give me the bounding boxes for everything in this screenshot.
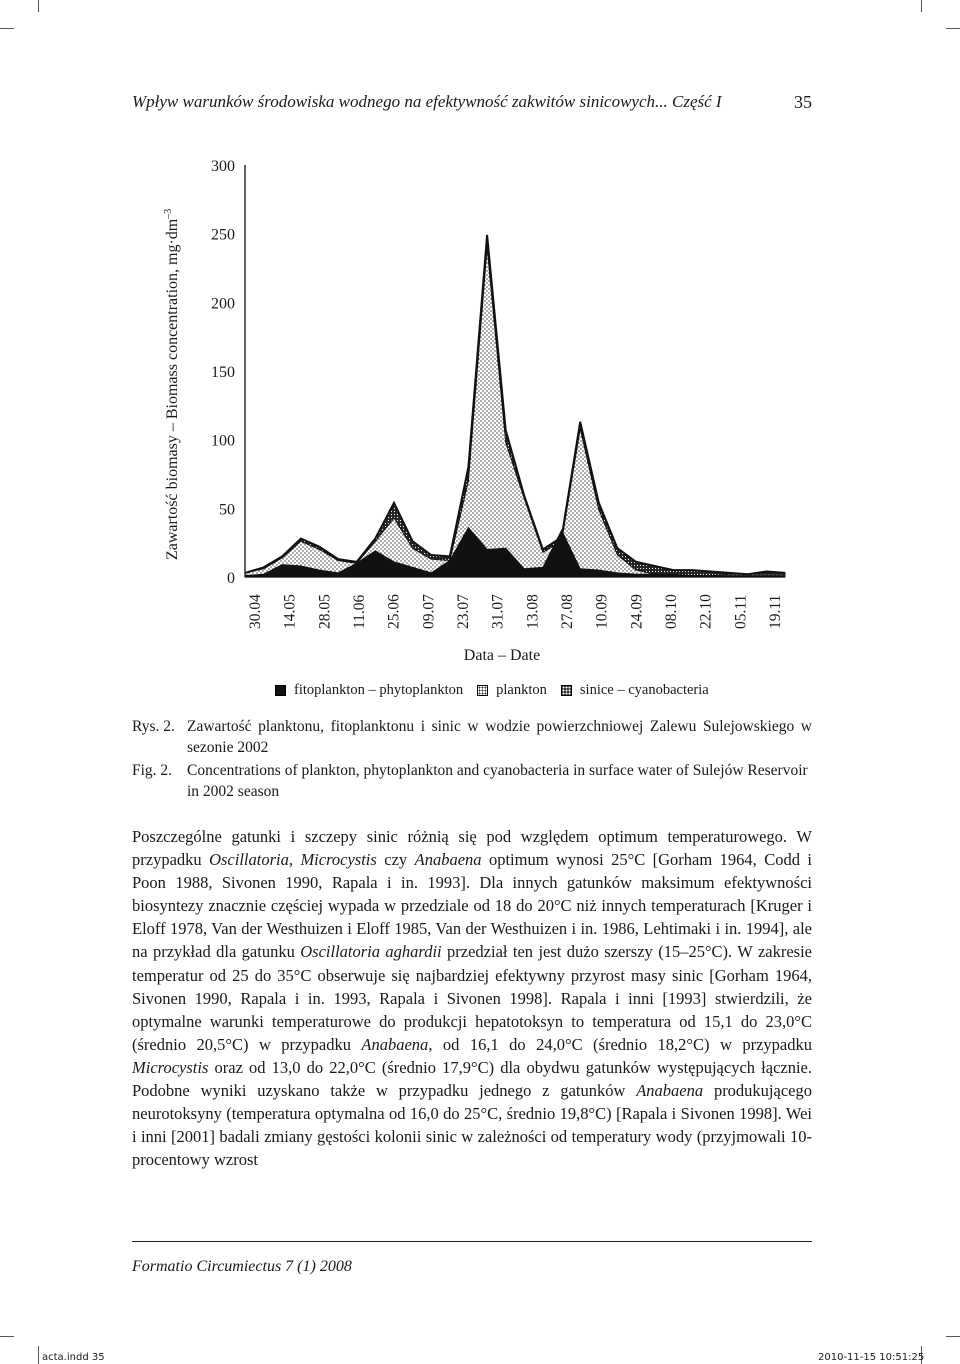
body-text-run: czy xyxy=(376,850,415,870)
caption-polish xyxy=(132,716,812,758)
x-tick-label: 05.11 xyxy=(732,594,750,629)
x-tick-label: 25.06 xyxy=(385,594,403,629)
crop-mark xyxy=(0,28,14,29)
species-name: Oscillatoria aghardii xyxy=(300,942,442,962)
x-tick-label: 31.07 xyxy=(489,594,507,629)
x-tick-label: 19.11 xyxy=(767,594,784,629)
legend-item-phytoplankton xyxy=(275,682,463,699)
species-name: Microcystis xyxy=(300,850,377,870)
body-text-run: oraz od 13,0 do 22,0°C (średnio 17,9°C) dla obydwu gatunków występujących łącznie. Podobne wyniki uzyskano także w przypadku jednego z gatunków xyxy=(132,1057,812,1101)
running-header xyxy=(132,92,812,112)
body-text-run: Poszczególne gatunki i szczepy sinic różnią się pod względem optimum temperaturowego. W przypadku xyxy=(132,827,812,870)
crop-mark xyxy=(38,1346,39,1364)
species-name: Microcystis xyxy=(132,1057,209,1077)
chart-areas xyxy=(245,235,785,577)
y-tick-label: 300 xyxy=(211,158,235,175)
x-tick-label: 24.09 xyxy=(628,594,646,629)
legend-label-phytoplankton: fitoplankton – phytoplankton xyxy=(294,682,464,698)
x-tick-label: 22.10 xyxy=(697,594,715,629)
species-name: Anabaena xyxy=(636,1081,704,1101)
crop-mark xyxy=(921,0,922,12)
x-axis-label: Data – Date xyxy=(463,647,541,664)
x-tick-label: 30.04 xyxy=(247,594,264,629)
caption-english xyxy=(132,760,812,802)
footer-rule xyxy=(132,1241,812,1242)
species-name: Oscillatoria xyxy=(209,850,289,870)
chart-legend xyxy=(275,682,723,699)
body-text-run: , xyxy=(288,850,301,870)
slug-file: acta.indd 35 xyxy=(42,1352,105,1363)
crop-mark xyxy=(38,0,39,12)
journal-footer: Formatio Circumiectus 7 (1) 2008 xyxy=(132,1258,352,1275)
legend-item-cyanobacteria xyxy=(561,682,709,699)
header-title: Wpływ warunków środowiska wodnego na efektywność zakwitów sinicowych... Część I xyxy=(132,92,722,111)
body-paragraph xyxy=(132,825,812,1171)
legend-label-plankton: plankton xyxy=(496,682,547,698)
x-tick-label: 27.08 xyxy=(559,594,576,629)
caption-text-en: Concentrations of plankton, phytoplankton and cyanobacteria in surface water of Sulejów Reservoir in 2002 season xyxy=(187,762,808,800)
y-tick-labels xyxy=(211,158,235,587)
body-text-run: , od 16,1 do 24,0°C (średnio 18,2°C) w przypadku xyxy=(428,1034,812,1054)
species-name: Anabaena xyxy=(361,1034,429,1054)
slug-datetime: 2010-11-15 10:51:25 xyxy=(818,1352,925,1363)
x-tick-label: 08.10 xyxy=(663,594,680,629)
legend-item-plankton xyxy=(477,682,547,699)
legend-swatch-cyanobacteria xyxy=(561,685,572,696)
crop-mark xyxy=(946,1336,960,1337)
x-tick-label: 23.07 xyxy=(455,594,472,629)
caption-label-en: Fig. 2. xyxy=(132,762,173,779)
x-tick-label: 13.08 xyxy=(524,594,542,629)
y-tick-label: 250 xyxy=(211,226,235,244)
x-tick-label: 10.09 xyxy=(593,594,611,629)
y-tick-label: 0 xyxy=(227,570,235,587)
body-text-run: optimum wynosi 25°C [Gorham 1964, Codd i Poon 1988, Sivonen 1990, Rapala i in. 1993]. Dla innych gatunków maksimum efektywności biosyntezy znacznie częściej wypada w przedziale od 18 do 20°C niż innych temperaturach [Kruger i Eloff 1978, Van der Westhuizen i Eloff 1985, Van der Westhuizen i in. 1986, Lehtimaki i in. 1994], ale na przykład dla gatunku xyxy=(132,850,813,962)
area-plankton xyxy=(245,247,785,577)
caption-label-pl: Rys. 2. xyxy=(132,718,175,735)
body-text-run: produkującego neurotoksyny (temperatura optymalna od 16,0 do 25°C, średnio 19,8°C) [Rapala i Sivonen 1998]. Wei i inni [2001] badali zmiany gęstości kolonii sinic w zależności od temperatury wody (przyjmowali 10-procentowy wzrost xyxy=(132,1081,812,1170)
biomass-area-chart xyxy=(150,150,810,680)
species-name: Anabaena xyxy=(414,850,482,870)
y-tick-label: 200 xyxy=(211,295,235,313)
y-tick-label: 150 xyxy=(211,364,235,381)
legend-label-cyanobacteria: sinice – cyanobacteria xyxy=(579,682,709,698)
x-tick-labels xyxy=(247,594,784,629)
legend-swatch-plankton xyxy=(477,685,488,696)
x-tick-label: 11.06 xyxy=(351,594,368,629)
x-tick-label: 28.05 xyxy=(316,594,334,629)
y-tick-label: 100 xyxy=(211,432,235,450)
legend-swatch-phytoplankton xyxy=(275,685,286,696)
x-tick-label: 09.07 xyxy=(420,594,438,629)
page-number: 35 xyxy=(794,92,812,112)
y-tick-label: 50 xyxy=(219,501,235,519)
caption-text-pl: Zawartość planktonu, fitoplanktonu i sinic w wodzie powierzchniowej Zalewu Sulejowskiego w sezonie 2002 xyxy=(187,718,812,756)
crop-mark xyxy=(0,1336,14,1337)
x-tick-label: 14.05 xyxy=(281,594,299,629)
y-axis-label: Zawartość biomasy – Biomass concentration, $mg\cdot dm^{-3}$ xyxy=(163,208,181,560)
body-text-run: przedział ten jest dużo szerszy (15–25°C). W zakresie temperatur od 25 do 35°C obserwuje się najbardziej efektywny przyrost masy sinic [Gorham 1964, Sivonen 1990, Rapala i in. 1993, Rapala i Sivonen 1998]. Rapala i inni [1993] stwierdzili, że optymalne warunki temperaturowe do produkcji hepatotoksyn to temperatura od 15,1 do 23,0°C (średnio 20,5°C) w przypadku xyxy=(132,942,812,1054)
crop-mark xyxy=(946,28,960,29)
